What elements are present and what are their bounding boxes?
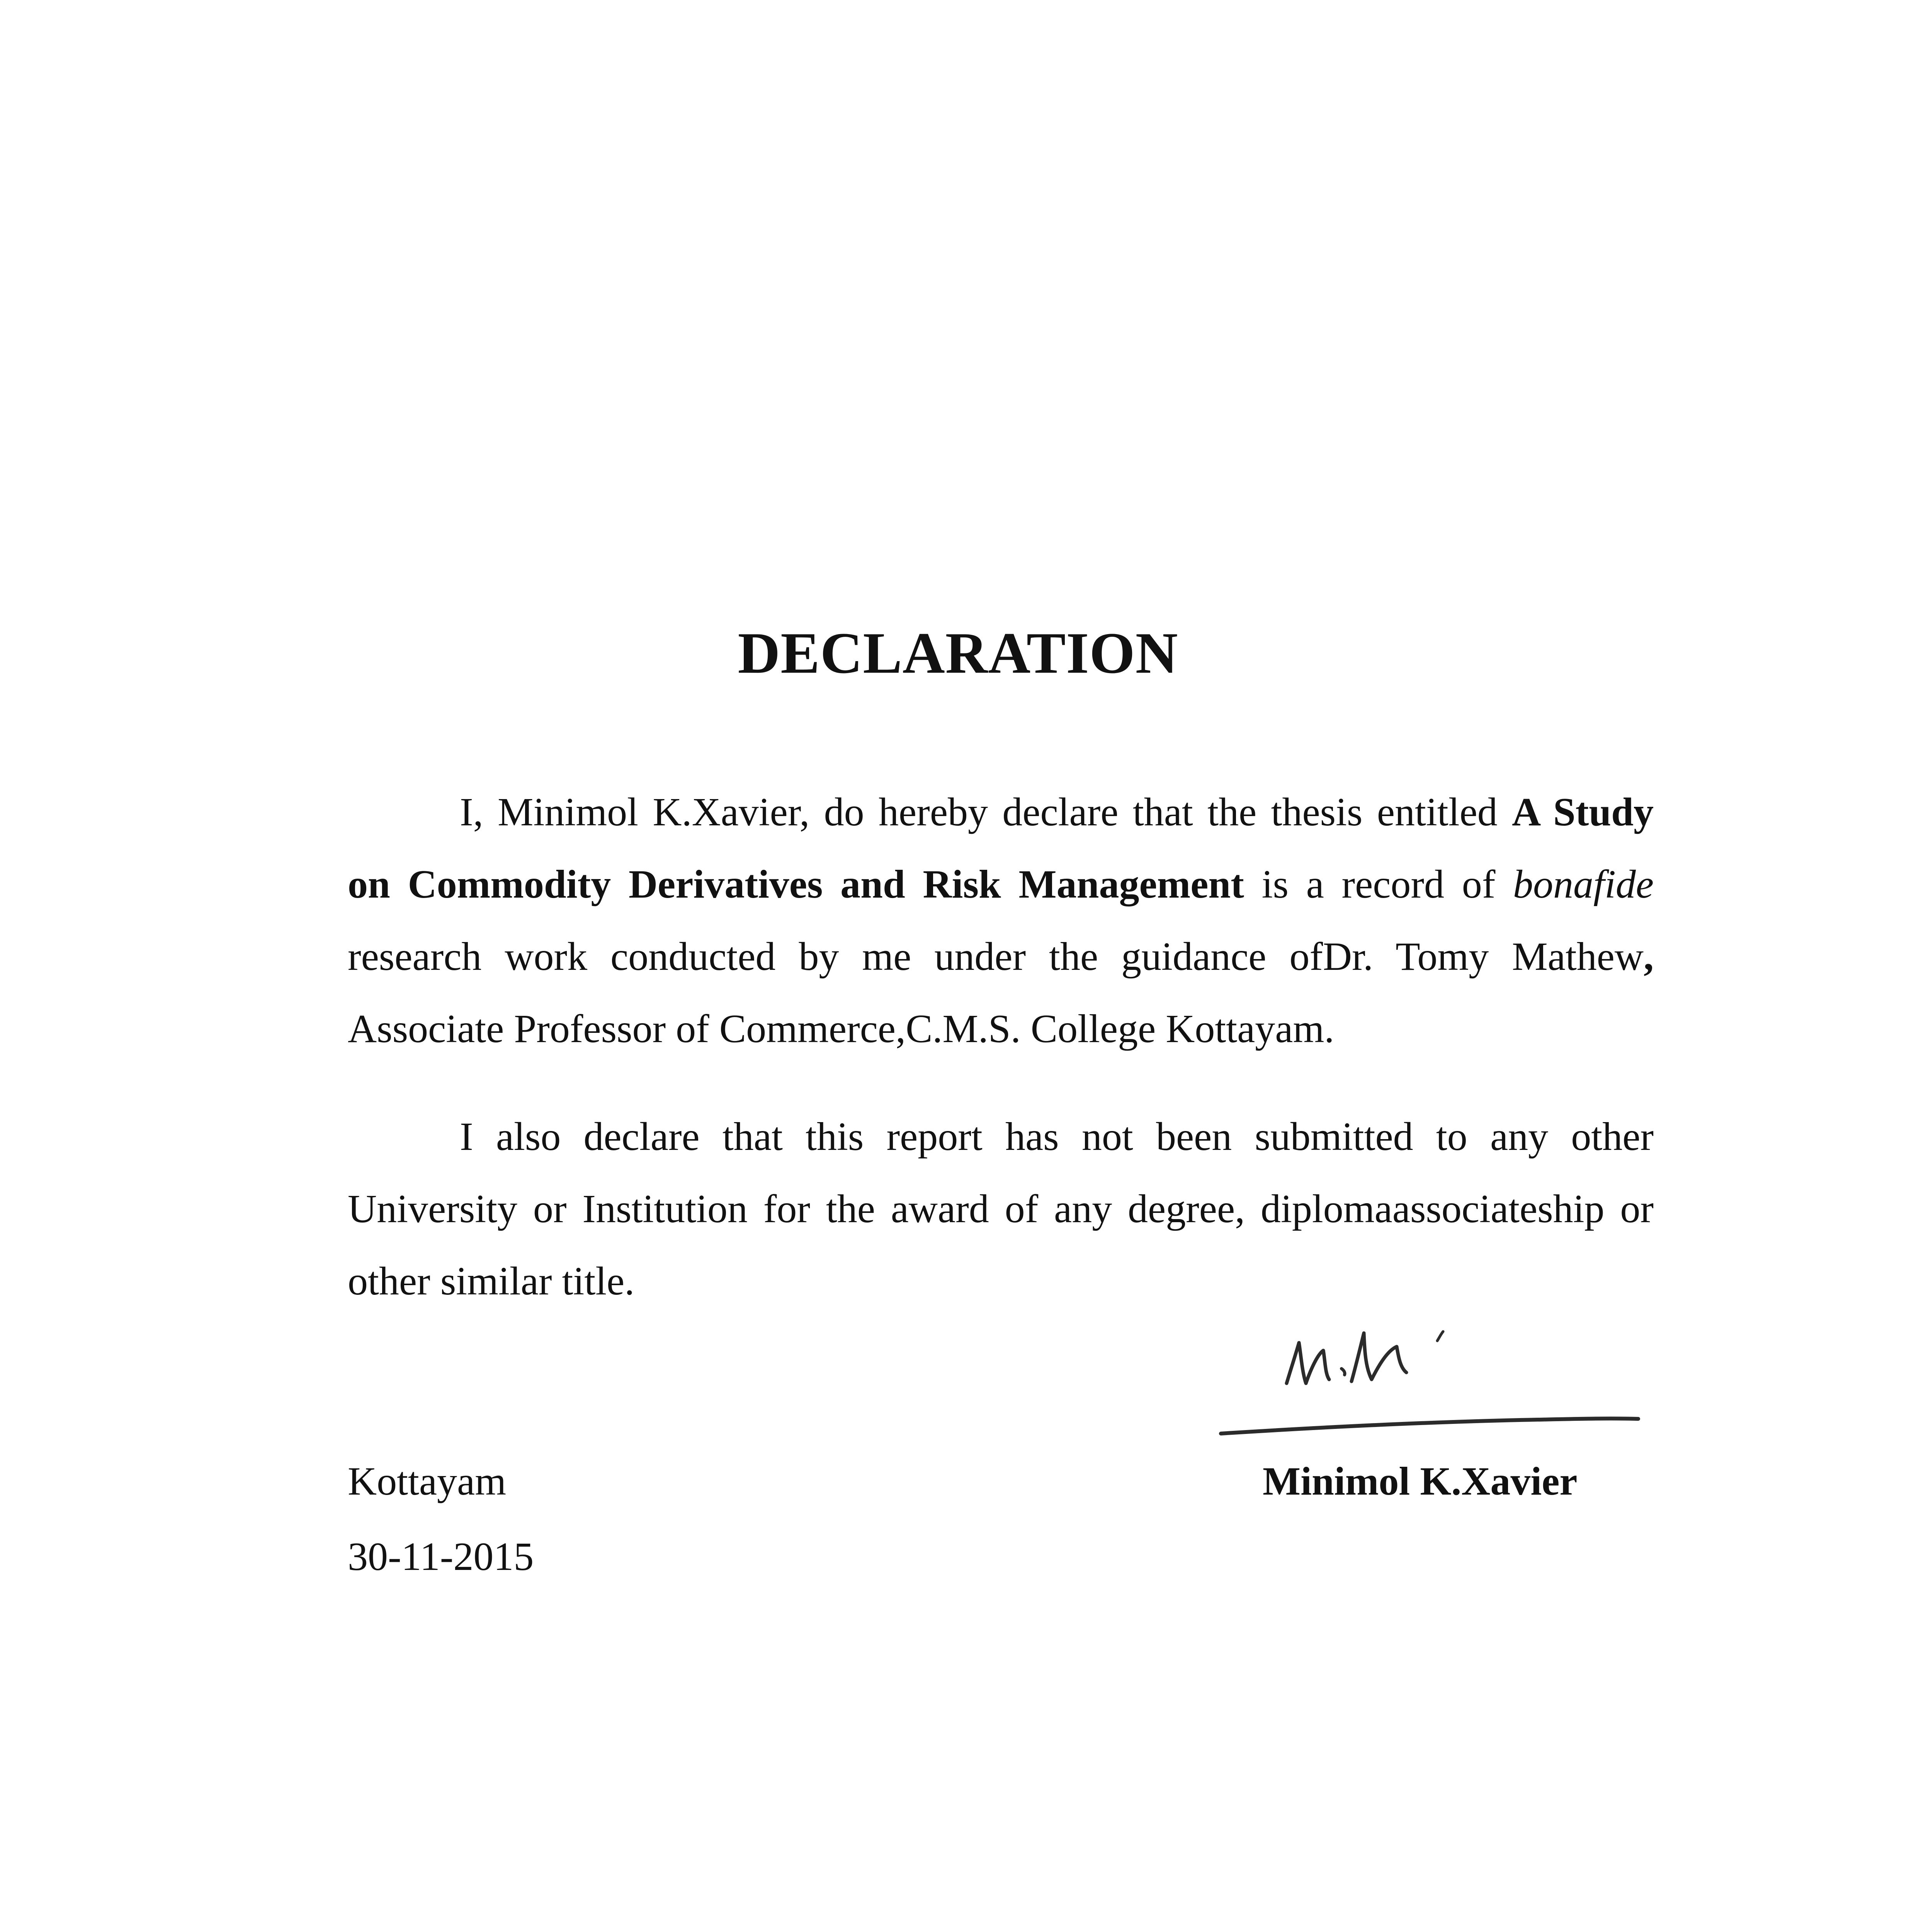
paragraph-1-end: Associate Professor of Commerce,C.M.S. College Kottayam. xyxy=(348,1007,1335,1051)
bold-comma: , xyxy=(1644,934,1654,979)
bonafide-emphasis: bonafide xyxy=(1513,862,1654,906)
paragraph-1-mid: is a record of xyxy=(1244,862,1513,906)
place: Kottayam xyxy=(348,1459,507,1503)
declaration-paragraph-2: I also declare that this report has not been submitted to any other University or Institution for the award of any degree, diplomaassociateship or other similar title. xyxy=(348,1114,1654,1303)
handwritten-signature xyxy=(1190,1306,1654,1453)
paragraph-1-intro: I, Minimol K.Xavier, do hereby declare that the thesis entitled xyxy=(460,790,1512,834)
date: 30-11-2015 xyxy=(348,1534,534,1579)
page-title: DECLARATION xyxy=(738,621,1178,685)
thesis-title: A Study on Commodity Derivatives and Risk Management xyxy=(348,790,1654,906)
paragraph-1-guidance: research work conducted by me under the guidance ofDr. Tomy Mathew xyxy=(348,934,1644,979)
signer-name: Minimol K.Xavier xyxy=(1263,1459,1578,1503)
declaration-paragraph-1 xyxy=(348,776,1654,1065)
